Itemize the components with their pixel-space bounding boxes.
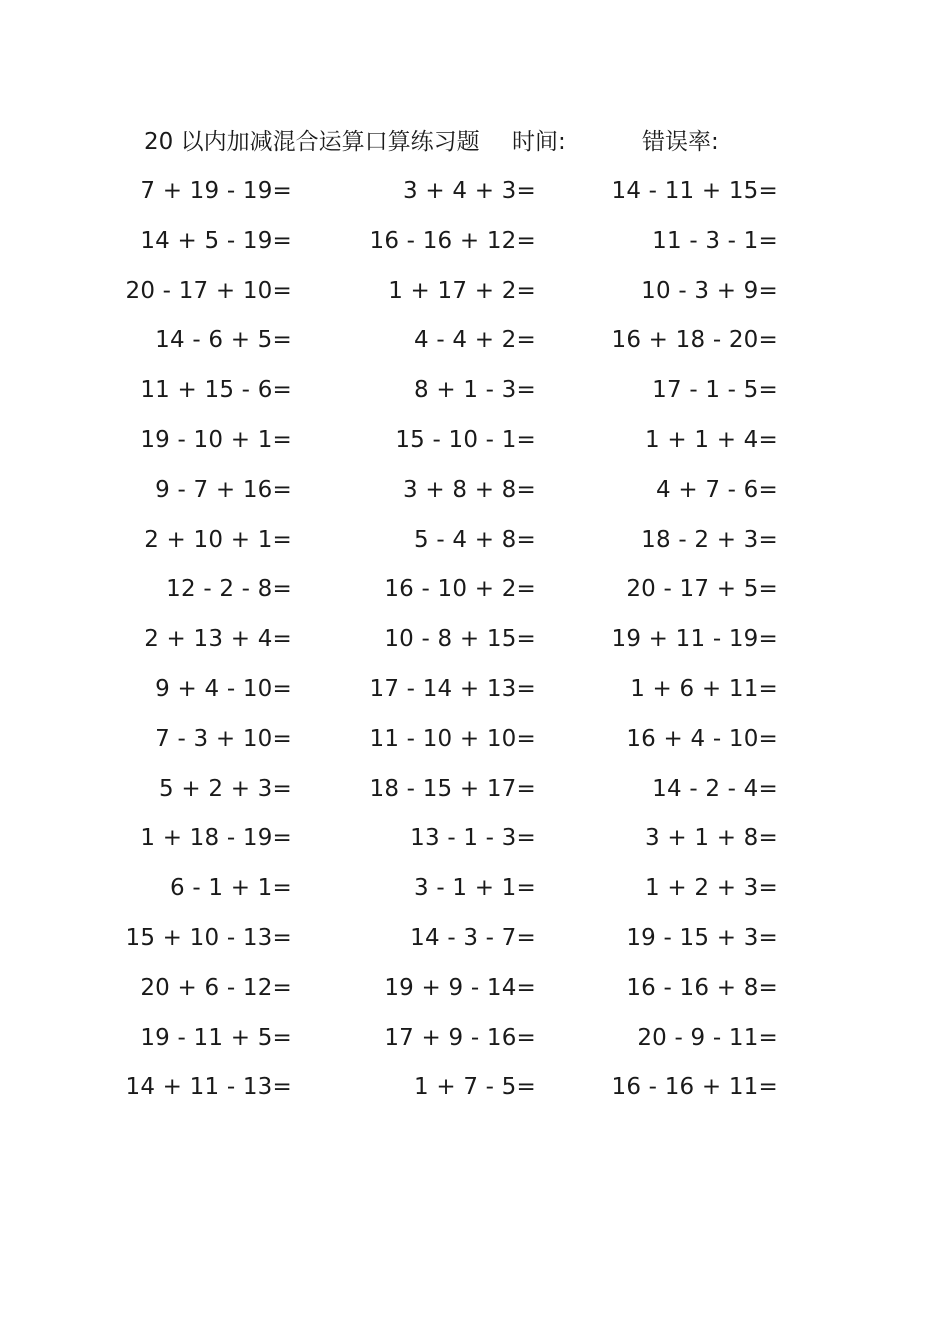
math-problem: 1 + 6 + 11= xyxy=(630,675,778,702)
math-problem: 5 + 2 + 3= xyxy=(159,775,292,802)
math-problem: 14 + 5 - 19= xyxy=(140,227,292,254)
math-problem: 10 - 3 + 9= xyxy=(641,277,778,304)
math-problem: 14 - 2 - 4= xyxy=(652,775,778,802)
math-problem: 18 - 15 + 17= xyxy=(369,775,536,802)
math-problem: 20 + 6 - 12= xyxy=(140,974,292,1001)
problem-row xyxy=(0,322,950,372)
math-problem: 14 + 11 - 13= xyxy=(125,1074,292,1101)
problem-row xyxy=(0,273,950,323)
math-problem: 1 + 2 + 3= xyxy=(645,875,778,902)
problem-row xyxy=(0,1069,950,1119)
problem-row xyxy=(0,920,950,970)
math-problem: 19 - 11 + 5= xyxy=(140,1024,292,1051)
math-problem: 1 + 7 - 5= xyxy=(414,1074,536,1101)
math-problem: 19 + 9 - 14= xyxy=(384,974,536,1001)
problem-row xyxy=(0,223,950,273)
math-problem: 7 + 19 - 19= xyxy=(140,178,292,204)
math-problem: 14 - 6 + 5= xyxy=(155,327,292,354)
math-problem: 20 - 9 - 11= xyxy=(637,1024,778,1051)
math-problem: 3 + 8 + 8= xyxy=(403,476,536,503)
problem-row xyxy=(0,671,950,721)
math-problem: 19 - 15 + 3= xyxy=(626,924,778,951)
math-problem: 20 - 17 + 10= xyxy=(125,277,292,304)
math-problem: 4 - 4 + 2= xyxy=(414,327,536,354)
math-problem: 7 - 3 + 10= xyxy=(155,725,292,752)
math-problem: 4 + 7 - 6= xyxy=(656,476,778,503)
worksheet-title: 20 以内加减混合运算口算练习题 xyxy=(144,129,480,155)
math-problem: 16 + 4 - 10= xyxy=(626,725,778,752)
math-problem: 20 - 17 + 5= xyxy=(626,576,778,603)
math-problem: 15 - 10 - 1= xyxy=(395,426,536,453)
math-problem: 5 - 4 + 8= xyxy=(414,526,536,553)
problem-row xyxy=(0,820,950,870)
math-problem: 11 + 15 - 6= xyxy=(140,377,292,404)
problem-row xyxy=(0,173,950,223)
math-problem: 12 - 2 - 8= xyxy=(166,576,292,603)
worksheet-header xyxy=(144,124,784,160)
math-problem: 9 + 4 - 10= xyxy=(155,675,292,702)
math-problem: 16 - 16 + 12= xyxy=(369,227,536,254)
problem-row xyxy=(0,571,950,621)
math-problem: 3 + 4 + 3= xyxy=(403,178,536,204)
math-problem: 16 - 10 + 2= xyxy=(384,576,536,603)
error-rate-label: 错误率: xyxy=(642,129,719,155)
math-problem: 14 - 3 - 7= xyxy=(410,924,536,951)
math-problem: 11 - 3 - 1= xyxy=(652,227,778,254)
math-problem: 14 - 11 + 15= xyxy=(611,178,778,204)
math-problem: 9 - 7 + 16= xyxy=(155,476,292,503)
math-problem: 15 + 10 - 13= xyxy=(125,924,292,951)
problem-row xyxy=(0,472,950,522)
problem-row xyxy=(0,870,950,920)
math-problem: 3 - 1 + 1= xyxy=(414,875,536,902)
math-problem: 13 - 1 - 3= xyxy=(410,825,536,852)
math-problem: 1 + 1 + 4= xyxy=(645,426,778,453)
math-problem: 16 - 16 + 11= xyxy=(611,1074,778,1101)
problem-row xyxy=(0,721,950,771)
problem-row xyxy=(0,771,950,821)
math-problem: 16 + 18 - 20= xyxy=(611,327,778,354)
math-problem: 1 + 18 - 19= xyxy=(140,825,292,852)
math-problem: 17 + 9 - 16= xyxy=(384,1024,536,1051)
math-problem: 17 - 14 + 13= xyxy=(369,675,536,702)
problem-row xyxy=(0,372,950,422)
math-problem: 16 - 16 + 8= xyxy=(626,974,778,1001)
math-problem: 19 + 11 - 19= xyxy=(611,626,778,653)
math-problem: 18 - 2 + 3= xyxy=(641,526,778,553)
problem-row xyxy=(0,1020,950,1070)
math-problem: 2 + 13 + 4= xyxy=(144,626,292,653)
problem-grid xyxy=(0,173,950,1119)
problem-row xyxy=(0,970,950,1020)
problem-row xyxy=(0,522,950,572)
math-problem: 2 + 10 + 1= xyxy=(144,526,292,553)
math-problem: 11 - 10 + 10= xyxy=(369,725,536,752)
math-problem: 10 - 8 + 15= xyxy=(384,626,536,653)
time-label: 时间: xyxy=(512,129,566,155)
problem-row xyxy=(0,422,950,472)
math-problem: 6 - 1 + 1= xyxy=(170,875,292,902)
math-problem: 19 - 10 + 1= xyxy=(140,426,292,453)
math-problem: 17 - 1 - 5= xyxy=(652,377,778,404)
problem-row xyxy=(0,621,950,671)
math-problem: 3 + 1 + 8= xyxy=(645,825,778,852)
math-problem: 1 + 17 + 2= xyxy=(388,277,536,304)
math-problem: 8 + 1 - 3= xyxy=(414,377,536,404)
